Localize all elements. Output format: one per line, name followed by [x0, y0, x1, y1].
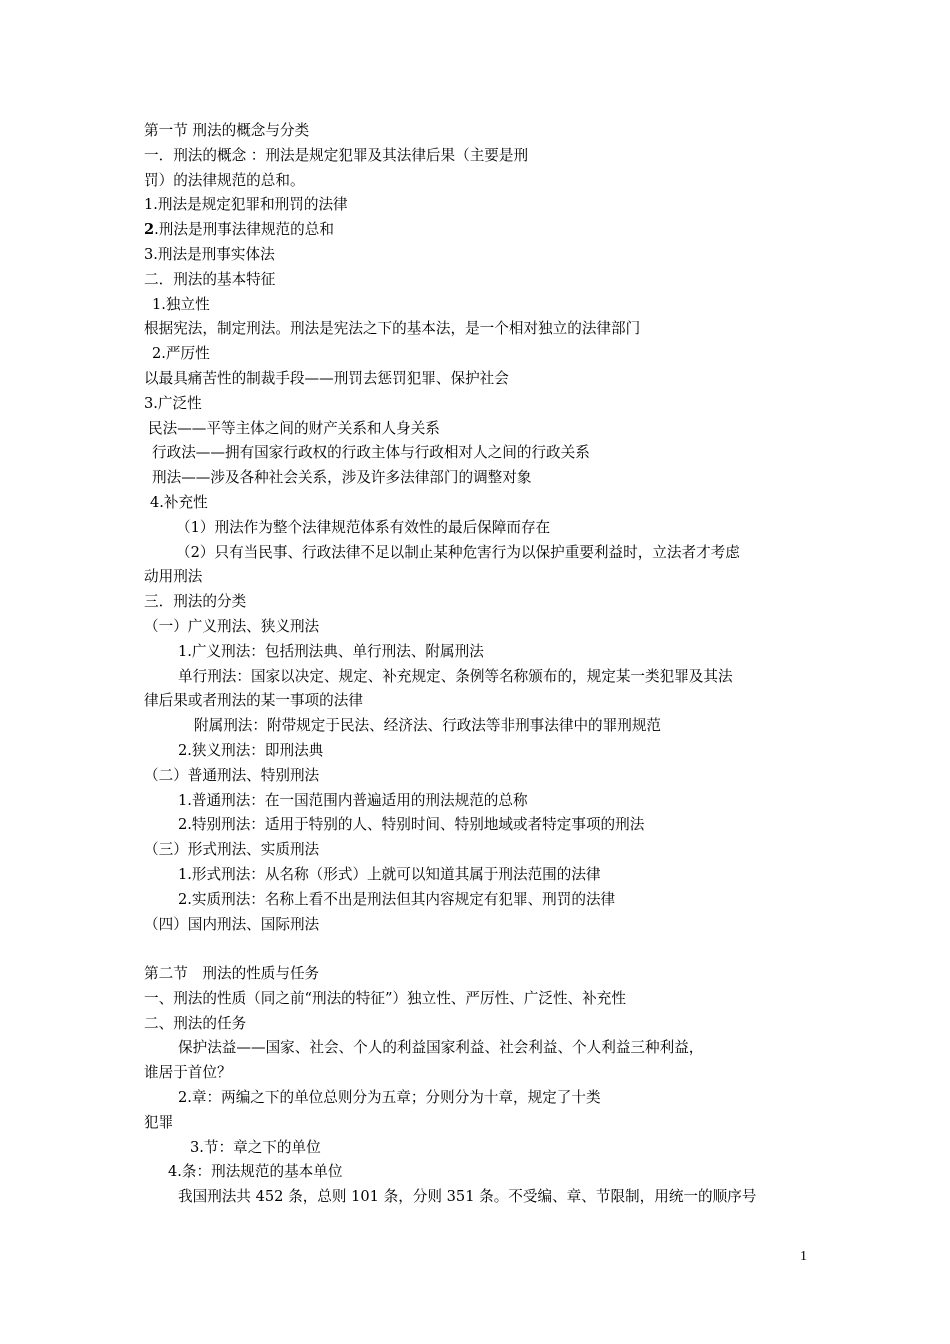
- text-line: 4.补充性: [150, 493, 208, 511]
- text-line: 行政法——拥有国家行政权的行政主体与行政相对人之间的行政关系: [152, 444, 590, 462]
- text-line: 二．刑法的基本特征: [144, 270, 276, 288]
- text-line: 1.普通刑法：在一国范围内普遍适用的刑法规范的总称: [178, 791, 528, 809]
- text-line: 犯罪: [144, 1113, 174, 1131]
- text-line: 1.形式刑法：从名称（形式）上就可以知道其属于刑法范围的法律: [178, 865, 601, 883]
- text-line: 2.实质刑法：名称上看不出是刑法但其内容规定有犯罪、刑罚的法律: [178, 890, 616, 908]
- text-line: （1）刑法作为整个法律规范体系有效性的最后保障而存在: [176, 518, 551, 536]
- document-body: [144, 119, 814, 1210]
- text-line: 附属刑法：附带规定于民法、经济法、行政法等非刑事法律中的罪刑规范: [194, 717, 662, 735]
- text-line: 罚）的法律规范的总和。: [144, 171, 305, 189]
- text-line: 单行刑法：国家以决定、规定、补充规定、条例等名称颁布的，规定某一类犯罪及其法: [178, 667, 733, 685]
- text-line: 二、刑法的任务: [144, 1014, 247, 1032]
- text-line: 根据宪法，制定刑法。刑法是宪法之下的基本法，是一个相对独立的法律部门: [144, 320, 641, 338]
- text-line: [144, 218, 814, 243]
- text-line: 保护法益——国家、社会、个人的利益国家利益、社会利益、个人利益三种利益，: [178, 1039, 704, 1057]
- page-number: 1: [800, 1249, 807, 1264]
- text-line: 刑法——涉及各种社会关系，涉及许多法律部门的调整对象: [152, 469, 532, 487]
- line-text: .刑法是刑事法律规范的总和: [154, 221, 334, 239]
- text-line: 4.条：刑法规范的基本单位: [168, 1163, 343, 1181]
- text-line: （2）只有当民事、行政法律不足以制止某种危害行为以保护重要利益时，立法者才考虑: [176, 543, 740, 561]
- text-line: 1.刑法是规定犯罪和刑罚的法律: [144, 196, 348, 214]
- text-line: 2.严厉性: [152, 345, 210, 363]
- text-line: 一．刑法的概念 ：刑法是规定犯罪及其法律后果（主要是刑: [144, 146, 529, 164]
- text-line: [144, 937, 814, 962]
- text-line: （三）形式刑法、实质刑法: [144, 841, 320, 859]
- text-line: 3.节：章之下的单位: [190, 1138, 321, 1156]
- text-line: 动用刑法: [144, 568, 203, 586]
- text-line: 2.特别刑法：适用于特别的人、特别时间、特别地域或者特定事项的刑法: [178, 816, 645, 834]
- text-line: 三．刑法的分类: [144, 593, 247, 611]
- text-line: （四）国内刑法、国际刑法: [144, 915, 320, 933]
- bold-prefix: 2: [144, 221, 155, 239]
- text-line: 谁居于首位？: [144, 1064, 232, 1082]
- text-line: 一、刑法的性质（同之前“刑法的特征”）独立性、严厉性、广泛性、补充性: [144, 989, 626, 1007]
- text-line: 1.广义刑法：包括刑法典、单行刑法、附属刑法: [178, 642, 484, 660]
- text-line: 以最具痛苦性的制裁手段——刑罚去惩罚犯罪、保护社会: [144, 369, 509, 387]
- text-line: 我国刑法共 452 条，总则 101 条，分则 351 条。不受编、章、节限制，用统一的顺序号: [178, 1188, 757, 1206]
- text-line: 第一节 刑法的概念与分类: [144, 122, 310, 139]
- text-line: 2.狭义刑法：即刑法典: [178, 741, 324, 759]
- text-line: 第二节 刑法的性质与任务: [144, 965, 320, 983]
- text-line: （二）普通刑法、特别刑法: [144, 766, 320, 784]
- text-line: 2.章：两编之下的单位总则分为五章；分则分为十章，规定了十类: [178, 1089, 601, 1107]
- text-line: 1.独立性: [152, 295, 210, 313]
- text-line: （一）广义刑法、狭义刑法: [144, 617, 320, 635]
- text-line: 民法——平等主体之间的财产关系和人身关系: [148, 419, 440, 437]
- text-line: 3.刑法是刑事实体法: [144, 245, 275, 263]
- text-line: 律后果或者刑法的某一事项的法律: [144, 692, 363, 710]
- text-line: 3.广泛性: [144, 394, 202, 412]
